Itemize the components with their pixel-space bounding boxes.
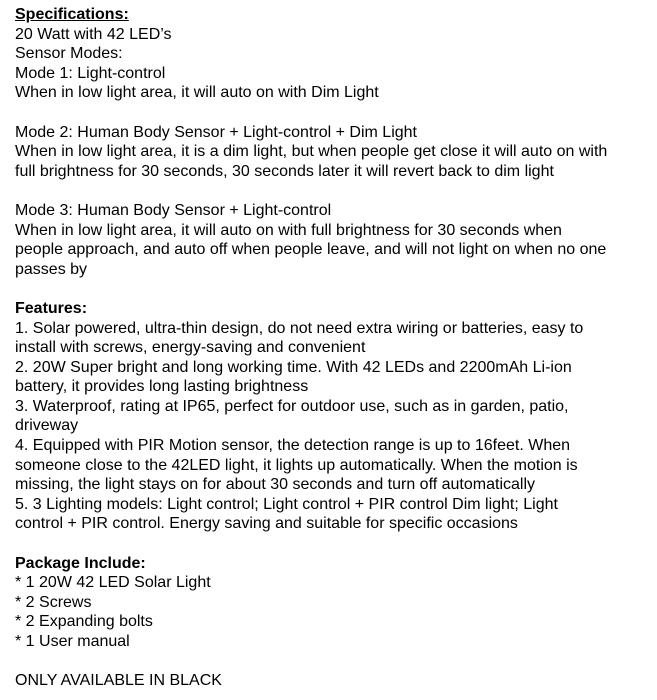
feature-line: install with screws, energy-saving and convenient [15,339,366,357]
product-description [15,5,651,691]
package-item: * 2 Screws [15,593,92,611]
feature-line: battery, it provides long lasting brightness [15,378,309,396]
spec-line: When in low light area, it will auto on with Dim Light [15,84,379,102]
package-item: * 2 Expanding bolts [15,613,153,631]
mode3-line: people approach, and auto off when people leave, and will not light on when no one [15,241,607,259]
package-heading: Package Include: [15,554,146,572]
package-item: * 1 User manual [15,633,130,650]
specifications-heading: Specifications: [15,6,129,23]
feature-line: someone close to the 42LED light, it lights up automatically. When the motion is [15,456,578,474]
mode2-line: full brightness for 30 seconds, 30 seconds later it will revert back to dim light [15,162,554,180]
feature-line: 4. Equipped with PIR Motion sensor, the detection range is up to 16feet. When [15,437,571,455]
mode3-line: passes by [15,260,88,278]
blank-line [15,103,651,123]
spec-line: Mode 1: Light-control [15,64,166,82]
blank-line [15,534,651,554]
feature-line: 5. 3 Lighting models: Light control; Light control + PIR control Dim light; Light [15,495,558,513]
feature-line: control + PIR control. Energy saving and suitable for specific occasions [15,515,518,533]
availability-note: ONLY AVAILABLE IN BLACK [15,672,222,690]
mode2-line: When in low light area, it is a dim light, but when people get close it will auto on with [15,143,608,161]
mode3-line: Mode 3: Human Body Sensor + Light-control [15,201,332,219]
feature-line: 3. Waterproof, rating at IP65, perfect for outdoor use, such as in garden, patio, [15,397,569,415]
feature-line: 2. 20W Super bright and long working time. With 42 LEDs and 2200mAh Li-ion [15,358,572,376]
spec-line: 20 Watt with 42 LED’s [15,25,172,43]
spec-line: Sensor Modes: [15,45,123,63]
mode2-line: Mode 2: Human Body Sensor + Light-control + Dim Light [15,123,417,141]
mode3-line: When in low light area, it will auto on with full brightness for 30 seconds when [15,221,562,239]
features-heading: Features: [15,299,88,317]
blank-line [15,279,651,299]
feature-line: driveway [15,417,79,435]
blank-line [15,652,651,672]
package-item: * 1 20W 42 LED Solar Light [15,574,211,592]
feature-line: missing, the light stays on for about 30 seconds and turn off automatically [15,476,535,494]
blank-line [15,181,651,201]
feature-line: 1. Solar powered, ultra-thin design, do not need extra wiring or batteries, easy to [15,319,584,337]
